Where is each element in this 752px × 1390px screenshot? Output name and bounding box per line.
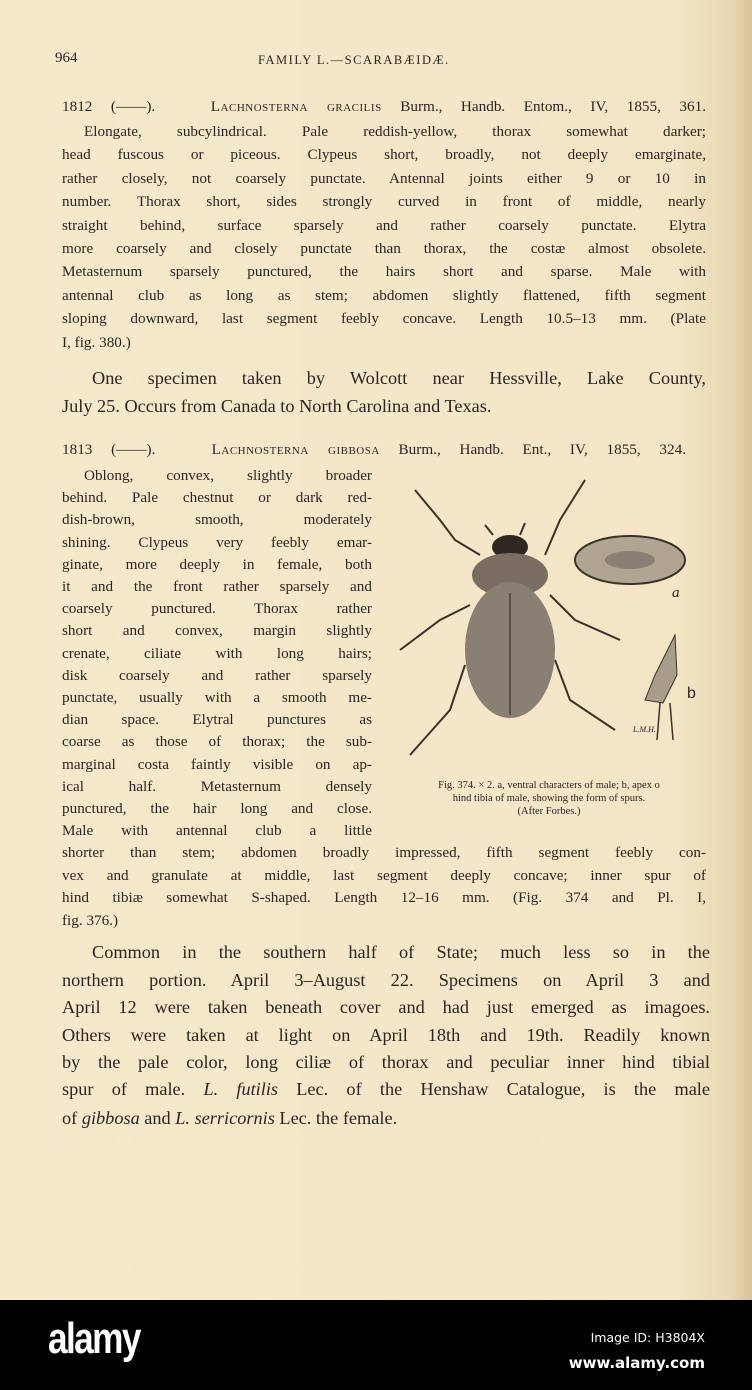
text-line: number. Thorax short, sides strongly curved in front of middle, nearly [62, 193, 706, 211]
figure-label-a: a [672, 585, 680, 601]
figure-caption-line: Fig. 374. × 2. a, ventral characters of male; b, apex o [438, 780, 660, 791]
figure-label-b: b [687, 685, 696, 702]
text-line: more coarsely and closely punctate than thorax, the costæ almost obsolete. [62, 240, 706, 257]
text-line: head fuscous or piceous. Clypeus short, broadly, not deeply emarginate, [62, 146, 706, 164]
entry-number: 1812 (——). [62, 98, 156, 115]
text-line: Others were taken at light on April 18th and 19th. Readily known [62, 1024, 710, 1045]
text-line: disk coarsely and rather sparsely [62, 666, 372, 684]
text-line: dian space. Elytral punctures as [62, 711, 372, 729]
entry-1812-heading [62, 98, 706, 116]
text-line: punctate, usually with a smooth me- [62, 689, 372, 706]
figure-caption-line: hind tibia of male, showing the form of spurs. [452, 793, 646, 804]
text: spur of male. [62, 1079, 204, 1099]
beetle-illustration [385, 475, 715, 765]
text: and [139, 1108, 176, 1128]
text-line: antennal club as long as stem; abdomen slightly flattened, fifth segment [62, 286, 706, 304]
citation: Burm., Handb. Entom., IV, 1855, 361. [400, 98, 707, 115]
note-line [62, 1078, 710, 1100]
note-line [62, 1107, 710, 1129]
text: Lec. of the Henshaw Catalogue, is the male [278, 1079, 710, 1099]
text-line: hind tibiæ somewhat S-shaped. Length 12–16 mm. (Fig. 374 and Pl. I, [62, 889, 706, 907]
text-line: it and the front rather sparsely and [62, 578, 372, 595]
species-name: Lachnosterna gracilis [210, 98, 382, 115]
text-line: Elongate, subcylindrical. Pale reddish-yellow, thorax somewhat darker; [84, 123, 706, 140]
image-id: Image ID: H3804X [590, 1330, 705, 1345]
text-line: straight behind, surface sparsely and rather coarsely punctate. Elytra [62, 216, 706, 234]
text-line: crenate, ciliate with long hairs; [62, 644, 372, 662]
species-italic: gibbosa [81, 1108, 140, 1128]
alamy-logo: alamy [48, 1314, 140, 1363]
text-line: by the pale color, long ciliæ of thorax and peculiar inner hind tibial [62, 1052, 710, 1072]
artist-mark: L.M.H. [633, 725, 656, 734]
text: of [62, 1108, 82, 1128]
text-line: dish-brown, smooth, moderately [62, 511, 372, 529]
citation: Burm., Handb. Ent., IV, 1855, 324. [398, 441, 686, 458]
text-line: One specimen taken by Wolcott near Hessville, Lake County, [92, 368, 706, 388]
text-line: coarsely punctured. Thorax rather [62, 600, 372, 618]
text-line: behind. Pale chestnut or dark red- [62, 489, 372, 507]
site-url: www.alamy.com [568, 1354, 705, 1372]
text-line: I, fig. 380.) [62, 333, 131, 351]
text-line: shorter than stem; abdomen broadly impressed, fifth segment feebly con- [62, 844, 706, 861]
figure-caption-line: (After Forbes.) [517, 806, 581, 817]
watermark-footer [0, 1300, 752, 1390]
text-line: marginal costa faintly visible on ap- [62, 755, 372, 773]
figure-374 [385, 475, 715, 765]
text-line: vex and granulate at middle, last segment deeply concave; inner spur of [62, 866, 706, 884]
species-italic: L. futilis [203, 1079, 279, 1099]
text-line: Oblong, convex, slightly broader [84, 467, 372, 484]
page-number: 964 [55, 50, 78, 66]
species-italic: L. serricornis [175, 1108, 275, 1128]
text-line: fig. 376.) [62, 911, 119, 929]
text-line: Common in the southern half of State; much less so in the [92, 942, 710, 962]
text-line: shining. Clypeus very feebly emar- [62, 533, 372, 551]
text-line: sloping downward, last segment feebly concave. Length 10.5–13 mm. (Plate [62, 310, 706, 328]
text-line: Male with antennal club a little [62, 822, 372, 840]
text: Lec. the female. [274, 1108, 398, 1128]
entry-1813-heading [62, 441, 686, 459]
text-line: short and convex, margin slightly [62, 622, 372, 640]
species-name: Lachnosterna gibbosa [211, 441, 380, 458]
text-line: northern portion. April 3–August 22. Specimens on April 3 and [62, 969, 710, 990]
text-line: Metasternum sparsely punctured, the hairs short and sparse. Male with [62, 263, 706, 281]
entry-number: 1813 (——). [62, 441, 156, 458]
running-title: FAMILY L.—SCARABÆIDÆ. [258, 53, 450, 67]
text-line: punctured, the hair long and close. [62, 800, 372, 817]
text-line: rather closely, not coarsely punctate. Antennal joints either 9 or 10 in [62, 169, 706, 187]
text-line: April 12 were taken beneath cover and had just emerged as imagoes. [62, 997, 710, 1017]
text-line: coarse as those of thorax; the sub- [62, 733, 372, 751]
text-line: ical half. Metasternum densely [62, 777, 372, 795]
text-line: ginate, more deeply in female, both [62, 555, 372, 573]
text-line: July 25. Occurs from Canada to North Carolina and Texas. [62, 396, 492, 416]
